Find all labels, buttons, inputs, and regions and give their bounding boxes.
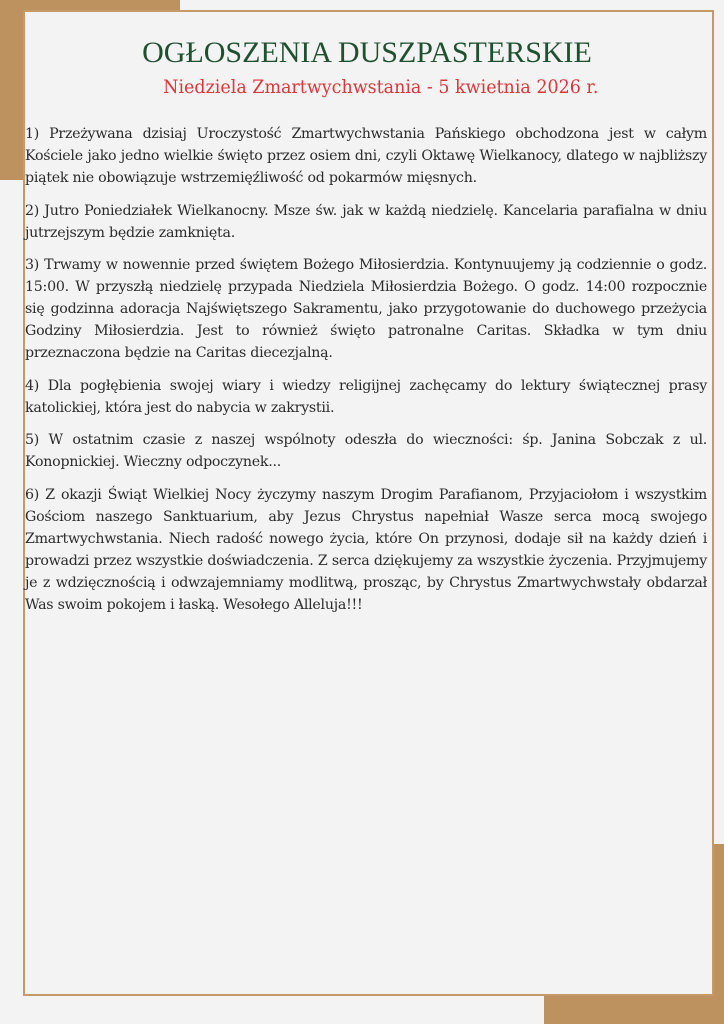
announcement-6: 6) Z okazji Świąt Wielkiej Nocy życzymy naszym Drogim Parafianom, Przyjaciołom i wszystkim Gościom naszego Sanktuarium, aby Jezus Chrystus napełniał Wasze serca mocą swojego Zmartwychwstania. Niech radość nowego życia, które On przynosi, dodaje sił na każdy dzień i prowadzi przez wszystkie doświadczenia. Z serca dziękujemy za wszystkie życzenia. Przyjmujemy je z wdzięcznością i odwzajemniamy modlitwą, prosząc, by Chrystus Zmartwychwstały obdarzał Was swoim pokojem i łaską. Wesołego Alleluja!!! bbox=[25, 486, 707, 613]
announcement-5: 5) W ostatnim czasie z naszej wspólnoty odeszła do wieczności: śp. Janina Sobczak z ul. Konopnickiej. Wieczny odpoczynek... bbox=[25, 432, 707, 470]
page-title: OGŁOSZENIA DUSZPASTERSKIE bbox=[142, 36, 592, 69]
announcement-2: 2) Jutro Poniedziałek Wielkanocny. Msze św. jak w każdą niedzielę. Kancelaria parafialna w dniu jutrzejszym będzie zamknięta. bbox=[25, 202, 707, 241]
page-subtitle-date: Niedziela Zmartwychwstania - 5 kwietnia 2026 r. bbox=[163, 76, 599, 98]
announcement-3: 3) Trwamy w nowennie przed świętem Bożego Miłosierdzia. Kontynuujemy ją codziennie o godz. 15:00. W przyszłą niedzielę przypada Niedziela Miłosierdzia Bożego. O godz. 14:00 rozpocznie się godzinna adoracja Najświętszego Sakramentu, jako przygotowanie do duchowego przeżycia Godziny Miłosierdzia. Jest to również święto patronalne Caritas. Składka w tym dniu przeznaczona będzie na Caritas diecezjalną. bbox=[25, 257, 707, 361]
announcement-4: 4) Dla pogłębienia swojej wiary i wiedzy religijnej zachęcamy do lektury świątecznej prasy katolickiej, która jest do nabycia w zakrystii. bbox=[25, 377, 707, 416]
announcement-1: 1) Przeżywana dzisiaj Uroczystość Zmartwychwstania Pańskiego obchodzona jest w całym Kościele jako jedno wielkie święto przez osiem dni, czyli Oktawę Wielkanocy, dlatego w najbliższy piątek nie obowiązuje wstrzemięźliwość od pokarmów mięsnych. bbox=[25, 126, 707, 186]
corner-decoration-top-left-vertical bbox=[0, 0, 24, 180]
announcements-list bbox=[25, 123, 707, 626]
corner-decoration-bottom-right-horizontal bbox=[544, 994, 724, 1024]
